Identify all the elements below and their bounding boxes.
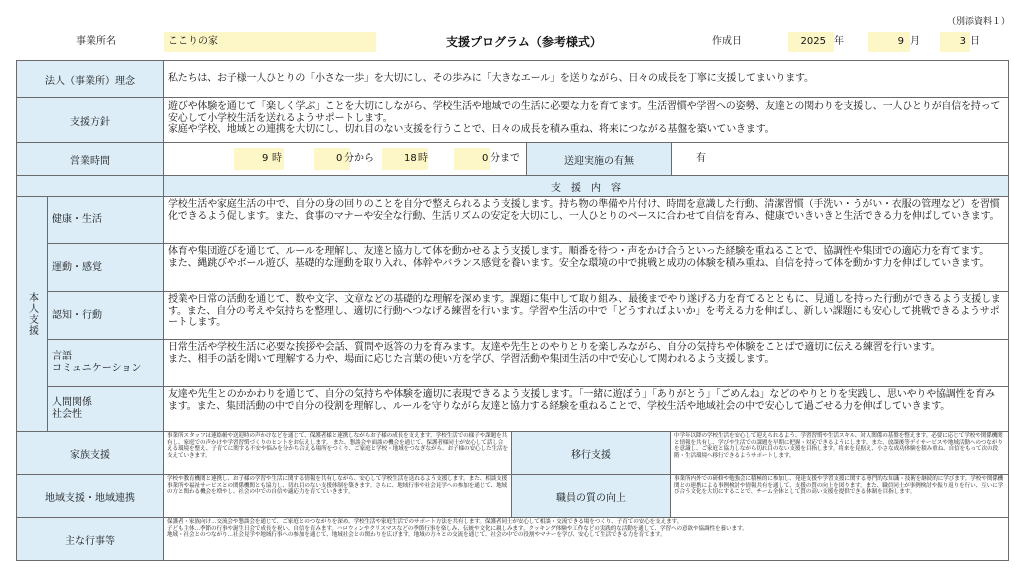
- support-item-health-label: 健康・生活: [47, 196, 164, 244]
- staff-quality-text: 事業所内外での研修や勉強会に積極的に参加し、発達支援や学習支援に関する専門的な知識・技術を継続的に学びます。学校や関係機関との連携による事例検討や情報共有を通して、支援の質の向上を図ります。また、職員同士が事例検討や振り返りを行い、互いに学び合う文化を大切にすることで、チーム全体として質の高い支援を提供できる体制を目指します。: [670, 474, 1009, 518]
- main-events-text: 保護者・家族向け…交流会や懇談会を通じて、ご家庭とのつながりを深め、学校生活や家庭生活でのサポート方法を共有します。保護者同士が安心して相談・交流できる場をつくり、子育ての安心を支えます。 子ども主体…季節の行事や誕生日会で成長を祝い、自信を育みます。ハロウィンやクリスマスなどの季節行事を楽しみ、伝統や文化に親しみます。クッキング体験や工作などの実践的な活動を通して、学習への意欲や協調性を養います。 地域・社会とのつながり…社会見学や地域行事への参加を通じて、地域社会との関わりを広げます。地域の方々との交流を通じて、社会の中での役割やマナーを学び、安心して生活できる力を育てます。: [163, 517, 1009, 561]
- transport-value[interactable]: 有: [696, 153, 706, 164]
- hours-row: [163, 142, 1009, 176]
- created-day-field[interactable]: 3: [940, 32, 970, 52]
- policy-label: 支援方針: [16, 97, 164, 143]
- year-unit: 年: [834, 36, 844, 47]
- family-support-text: 事業所スタッフは連絡帳や送迎時の声かけなどを通じて、保護者様と連携しながらお子様の成長を支えます。学校生活での様子や課題を共有し、家庭での声かけや学習習慣づくりのヒントをお伝えします。 また、懇談会や面談の機会を通じて、保護者様同士が安心して話し合える環境を整え、子育てに関する不安や悩みを分かち合える場所をつくり、ご家庭と学校・地域をつなぎながら、お子様の安心した生活を支えていきます。: [163, 431, 512, 475]
- office-label: 事業所名: [76, 36, 116, 47]
- staff-quality-label: 職員の質の向上: [511, 474, 671, 518]
- support-item-social-text: 友達や先生とのかかわりを通じて、自分の気持ちや体験を適切に表現できるよう支援します。「一緒に遊ぼう」「ありがとう」「ごめんね」などのやりとりを実践し、思いやりや協調性を育みます。また、集団活動の中で自分の役割を理解し、ルールを守りながら友達と協力する経験を重ねることで、学校生活や地域社会の中で安心して過ごせる力を伸ばしていきます。: [163, 386, 1009, 432]
- attachment-note: （別添資料１）: [946, 17, 1010, 27]
- community-support-label: 地域支援・地域連携: [16, 474, 164, 518]
- family-support-label: 家族支援: [16, 431, 164, 475]
- support-item-cognition-label: 認知・行動: [47, 291, 164, 340]
- support-content-header: 支 援 内 容: [163, 175, 1009, 197]
- transition-support-label: 移行支援: [511, 431, 671, 475]
- transition-support-text: 中学年以降の学校生活を安心して迎えられるよう、学習習慣や生活スキル、対人関係の基盤を整えます。必要に応じて学校や関係機関と情報を共有し、学びや生活での課題を早期に把握・対応できるようにします。また、放課後等デイサービスや地域活動へのつながりを意識し、ご家庭と協力しながら切れ目のない支援を目指します。将来を見据え、小さな成功体験を積み重ね、自信をもって次の段階・生活環境へ移行できるようサポートします。: [670, 431, 1009, 475]
- page-title: 支援プログラム（参考様式）: [446, 35, 602, 49]
- community-support-text: 学校や教育機関と連携し、お子様の学習や生活に関する情報を共有しながら、安心して学校生活を送れるよう支援します。また、相談支援事業所や福祉サービスとの関係機関とも協力し、切れ目のない支援体制を築きます。さらに、地域行事や社会見学への参加を通じて、地域の方と関わる機会を増やし、社会の中での自信や適応力を育てていきます。: [163, 474, 512, 518]
- created-year-field[interactable]: 2025: [788, 32, 834, 52]
- support-item-social-label: 人間関係 社会性: [47, 386, 164, 432]
- created-date-label: 作成日: [712, 36, 742, 47]
- created-month-field[interactable]: 9: [868, 32, 910, 52]
- support-item-language-text: 日常生活や学校生活に必要な挨拶や会話、質問や返答の力を育みます。友達や先生とのやりとりを楽しみながら、自分の気持ちや体験をことばで適切に伝える練習を行います。 また、相手の話を聞いて理解する力や、場面に応じた言葉の使い方を学び、学習活動や集団生活の中で安心して関われるよう支援します。: [163, 339, 1009, 387]
- transport-label: 送迎実施の有無: [526, 143, 672, 175]
- end-hour-field[interactable]: 18: [404, 153, 417, 164]
- from-label: 分から: [344, 153, 374, 164]
- philosophy-text: 私たちは、お子様一人ひとりの「小さな一歩」を大切にし、その歩みに「大きなエール」を送りながら、日々の成長を丁寧に支援してまいります。: [163, 60, 1009, 98]
- main-events-label: 主な行事等: [16, 517, 164, 561]
- support-item-motor-text: 体育や集団遊びを通じて、ルールを理解し、友達と協力して体を動かせるよう支援します。順番を待つ・声をかけ合うといった経験を重ねることで、協調性や集団での適応力を育てます。 また、縄跳びやボール遊び、基礎的な運動を取り入れ、体幹やバランス感覚を養います。安全な環境の中で挑戦と成功の体験を積み重ね、自信を持って体を動かす力を伸ばしていきます。: [163, 243, 1009, 292]
- end-minute-field[interactable]: 0: [482, 153, 489, 164]
- support-item-cognition-text: 授業や日常の活動を通じて、数や文字、文章などの基礎的な理解を深めます。課題に集中して取り組み、最後までやり遂げる力を育てるとともに、見通しを持った行動ができるよう支援します。また、自分の考えや気持ちを整理し、適切に行動へつなげる練習を行います。学習や生活の中で「どうすればよいか」を考える力を伸ばし、新しい課題にも安心して挑戦できるようサポートします。: [163, 291, 1009, 340]
- until-label: 分まで: [490, 153, 520, 164]
- personal-support-label: 本人支援: [26, 292, 38, 336]
- policy-text: 遊びや体験を通じて「楽しく学ぶ」ことを大切にしながら、学校生活や地域での生活に必要な力を育てます。生活習慣や学習への姿勢、友達との関わりを支援し、一人ひとりが自信を持って安心して小学校生活を送れるようサポートします。 家庭や学校、地域との連携を大切にし、切れ目のない支援を行うことで、日々の成長を積み重ね、将来につながる基盤を築いていきます。: [163, 97, 1009, 143]
- personal-support-label-cell: [16, 196, 48, 432]
- start-hour-field[interactable]: 9: [262, 153, 269, 164]
- support-header-spacer: [16, 175, 164, 197]
- hours-label: 営業時間: [16, 142, 164, 176]
- support-item-health-text: 学校生活や家庭生活の中で、自分の身の回りのことを自分で整えられるよう支援します。持ち物の準備や片付け、時間を意識した行動、清潔習慣（手洗い・うがい・衣服の管理など）を習慣化できるよう促します。また、食事のマナーや安全な行動、生活リズムの安定を大切にし、一人ひとりのペースに合わせて自信を育み、健康でいきいきと生活できる力を伸ばしていきます。: [163, 196, 1009, 244]
- start-minute-field[interactable]: 0: [336, 153, 343, 164]
- support-item-language-label: 言語 コミュニケーション: [47, 339, 164, 387]
- philosophy-label: 法人（事業所）理念: [16, 60, 164, 98]
- hour-unit: 時: [272, 153, 282, 164]
- month-unit: 月: [910, 36, 920, 47]
- end-hour-unit: 時: [418, 153, 428, 164]
- day-unit: 日: [970, 36, 980, 47]
- office-name-field[interactable]: ここりの家: [164, 32, 376, 52]
- support-item-motor-label: 運動・感覚: [47, 243, 164, 292]
